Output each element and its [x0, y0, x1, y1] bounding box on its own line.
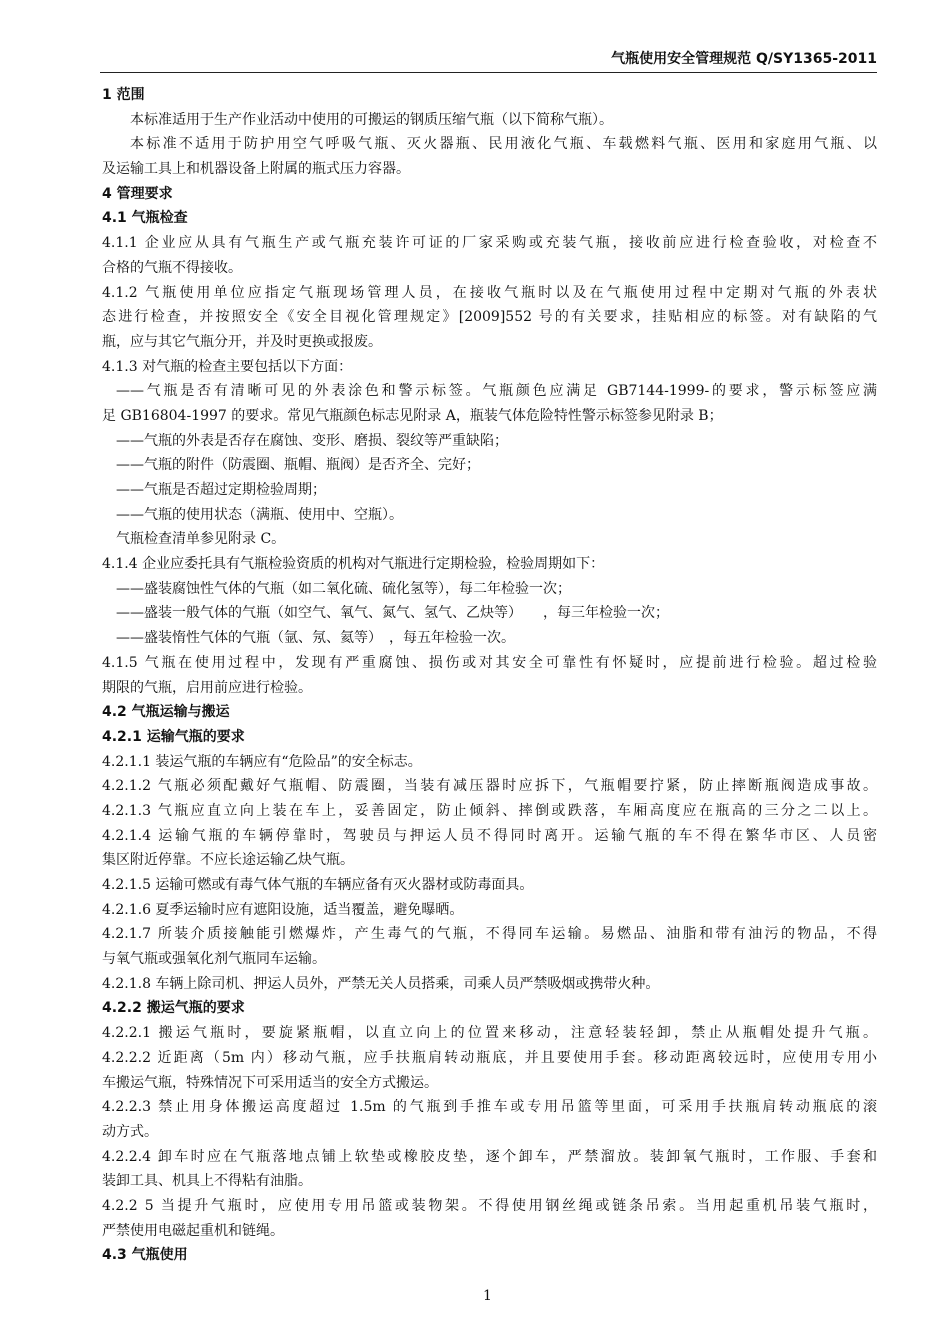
text-line: ——盛装一般气体的气瓶（如空气、氧气、氮气、氢气、乙炔等） ，每三年检验一次； [116, 605, 669, 622]
section-heading: 4.2 气瓶运输与搬运 [102, 704, 230, 721]
page-header [100, 48, 877, 73]
section-heading: 4.2.2 搬运气瓶的要求 [102, 1000, 245, 1017]
text-line: ——气瓶的外表是否存在腐蚀、变形、磨损、裂纹等严重缺陷； [116, 432, 508, 449]
text-line: ——气瓶的使用状态（满瓶、使用中、空瓶）。 [116, 506, 403, 523]
section-heading: 1 范围 [102, 87, 145, 103]
text-line: 4.2.1.4 运输气瓶的车辆停靠时，驾驶员与押运人员不得同时离开。运输气瓶的车不得在繁华市区、人员密 [102, 827, 877, 844]
text-line: 4.1.2 气瓶使用单位应指定气瓶现场管理人员，在接收气瓶时以及在气瓶使用过程中定期对气瓶的外表状 [102, 284, 877, 301]
text-line: 4.2.1.7 所装介质接触能引燃爆炸，产生毒气的气瓶，不得同车运输。易燃品、油脂和带有油污的物品，不得 [102, 926, 877, 943]
text-line: 集区附近停靠。不应长途运输乙炔气瓶。 [102, 852, 354, 869]
text-line: 4.2.1.3 气瓶应直立向上装在车上，妥善固定，防止倾斜、摔倒或跌落，车厢高度应在瓶高的三分之二以上。 [102, 802, 877, 819]
text-line: 4.2.2.2 近距离（5m 内）移动气瓶，应手扶瓶肩转动瓶底，并且要使用手套。移动距离较远时，应使用专用小 [102, 1049, 877, 1066]
text-line: 4.2.1.6 夏季运输时应有遮阳设施，适当覆盖，避免曝晒。 [102, 901, 464, 918]
text-line: ——气瓶是否超过定期检验周期； [116, 482, 326, 498]
text-line: 4.2.1.1 装运气瓶的车辆应有“危险品”的安全标志。 [102, 753, 422, 770]
text-line: ——盛装腐蚀性气体的气瓶（如二氧化硫、硫化氢等），每二年检验一次； [116, 580, 571, 597]
text-line: 4.2.1.5 运输可燃或有毒气体气瓶的车辆应备有灭火器材或防毒面具。 [102, 877, 534, 893]
text-line: 足 GB16804-1997 的要求。常见气瓶颜色标志见附录 A，瓶装气体危险特性警示标签参见附录 B； [102, 407, 723, 424]
text-line: 4.2.1.2 气瓶必须配戴好气瓶帽、防震圈，当装有减压器时应拆下，气瓶帽要拧紧，防止摔断瓶阀造成事故。 [102, 778, 877, 795]
page-number: 1 [483, 1288, 492, 1304]
text-line: 态进行检查，并按照安全《安全目视化管理规定》[2009]552 号的有关要求，挂贴相应的标签。对有缺陷的气 [102, 309, 877, 326]
text-line: 瓶，应与其它气瓶分开，并及时更换或报废。 [102, 333, 382, 350]
text-line: 期限的气瓶，启用前应进行检验。 [102, 679, 312, 696]
text-line: 4.2.2 5 当提升气瓶时，应使用专用吊篮或装物架。不得使用钢丝绳或链条吊索。当用起重机吊装气瓶时， [102, 1197, 877, 1214]
section-heading: 4 管理要求 [102, 185, 173, 202]
text-line: 及运输工具上和机器设备上附属的瓶式压力容器。 [102, 161, 410, 178]
text-line: 4.2.1.8 车辆上除司机、押运人员外，严禁无关人员搭乘，司乘人员严禁吸烟或携带火种。 [102, 975, 660, 992]
text-line: ——气瓶的附件（防震圈、瓶帽、瓶阀）是否齐全、完好； [116, 457, 480, 474]
text-line: 本标准不适用于防护用空气呼吸气瓶、灭火器瓶、民用液化气瓶、车载燃料气瓶、医用和家庭用气瓶、以 [130, 136, 877, 153]
header-title: 气瓶使用安全管理规范 Q/SY1365-2011 [611, 51, 877, 67]
text-line: 4.2.2.3 禁止用身体搬运高度超过 1.5m 的气瓶到手推车或专用吊篮等里面，可采用手扶瓶肩转动瓶底的滚 [102, 1099, 877, 1116]
section-heading: 4.3 气瓶使用 [102, 1247, 188, 1264]
text-line: 装卸工具、机具上不得粘有油脂。 [102, 1173, 312, 1190]
text-line: 严禁使用电磁起重机和链绳。 [102, 1222, 284, 1239]
section-heading: 4.1 气瓶检查 [102, 210, 188, 227]
text-line: 动方式。 [102, 1123, 158, 1140]
text-line: 合格的气瓶不得接收。 [102, 259, 242, 276]
page-footer [0, 1288, 950, 1304]
section-heading: 4.2.1 运输气瓶的要求 [102, 728, 245, 745]
text-line: ——盛装惰性气体的气瓶（氩、氖、氦等） ，每五年检验一次。 [116, 630, 515, 647]
text-line: 4.1.1 企业应从具有气瓶生产或气瓶充装许可证的厂家采购或充装气瓶，接收前应进行检查验收，对检查不 [102, 235, 877, 252]
text-line: 本标准适用于生产作业活动中使用的可搬运的钢质压缩气瓶（以下简称气瓶）。 [130, 111, 613, 128]
text-line: 4.1.3 对气瓶的检查主要包括以下方面： [102, 358, 353, 375]
text-line: 气瓶检查清单参见附录 C。 [116, 531, 286, 548]
text-line: 车搬运气瓶，特殊情况下可采用适当的安全方式搬运。 [102, 1074, 438, 1091]
document-body [102, 83, 877, 1268]
text-line: 4.1.5 气瓶在使用过程中，发现有严重腐蚀、损伤或对其安全可靠性有怀疑时，应提前进行检验。超过检验 [102, 654, 877, 671]
text-line: ——气瓶是否有清晰可见的外表涂色和警示标签。气瓶颜色应满足 GB7144-1999-的要求，警示标签应满 [116, 383, 877, 400]
text-line: 4.2.2.4 卸车时应在气瓶落地点铺上软垫或橡胶皮垫，逐个卸车，严禁溜放。装卸氧气瓶时，工作服、手套和 [102, 1148, 877, 1165]
text-line: 4.1.4 企业应委托具有气瓶检验资质的机构对气瓶进行定期检验，检验周期如下： [102, 556, 605, 573]
text-line: 与氧气瓶或强氧化剂气瓶同车运输。 [102, 951, 326, 968]
text-line: 4.2.2.1 搬运气瓶时，要旋紧瓶帽，以直立向上的位置来移动，注意轻装轻卸，禁止从瓶帽处提升气瓶。 [102, 1025, 877, 1042]
